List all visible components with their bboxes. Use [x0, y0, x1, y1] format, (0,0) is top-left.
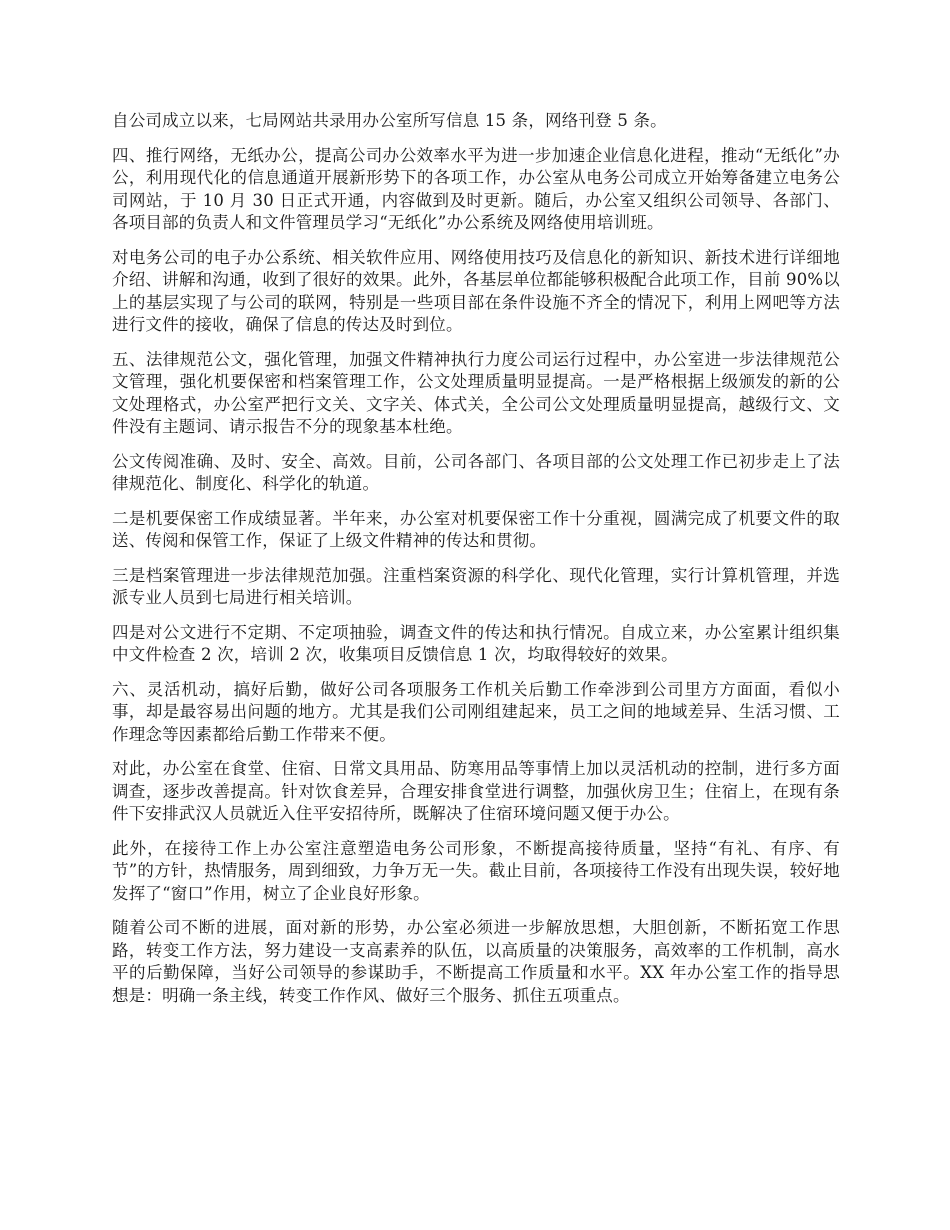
paragraph-1: 自公司成立以来，七局网站共录用办公室所写信息 15 条，网络刊登 5 条。 [112, 111, 667, 130]
paragraph-11: 此外，在接待工作上办公室注意塑造电务公司形象，不断提高接待质量，坚持“有礼、有序、有节”的方针，热情服务，周到细致，力争万无一失。截止目前，各项接待工作没有出现失误，较好地发挥了“窗口”作用，树立了企业良好形象。 [112, 838, 840, 903]
paragraph-6: 二是机要保密工作成绩显著。半年来，办公室对机要保密工作十分重视，圆满完成了机要文件的取送、传阅和保管工作，保证了上级文件精神的传达和贯彻。 [112, 508, 840, 550]
paragraph-7: 三是档案管理进一步法律规范加强。注重档案资源的科学化、现代化管理，实行计算机管理，并选派专业人员到七局进行相关培训。 [112, 565, 840, 607]
paragraph-3: 对电务公司的电子办公系统、相关软件应用、网络使用技巧及信息化的新知识、新技术进行详细地介绍、讲解和沟通，收到了很好的效果。此外，各基层单位都能够积极配合此项工作，目前 90%以上的基层实现了与公司的联网，特别是一些项目部在条件设施不齐全的情况下，利用上网吧等方法进行文件的接收，确保了信息的传达及时到位。 [112, 247, 840, 334]
paragraph-2: 四、推行网络，无纸办公，提高公司办公效率水平为进一步加速企业信息化进程，推动“无纸化”办公，利用现代化的信息通道开展新形势下的各项工作，办公室从电务公司成立开始筹备建立电务公司网站，于 10 月 30 日正式开通，内容做到及时更新。随后，办公室又组织公司领导、各部门、各项目部的负责人和文件管理员学习“无纸化”办公系统及网络使用培训班。 [112, 145, 840, 232]
paragraph-12: 随着公司不断的进展，面对新的形势，办公室必须进一步解放思想，大胆创新，不断拓宽工作思路，转变工作方法，努力建设一支高素养的队伍，以高质量的决策服务，高效率的工作机制，高水平的后勤保障，当好公司领导的参谋助手，不断提高工作质量和水平。XX 年办公室工作的指导思想是：明确一条主线，转变工作作风、做好三个服务、抓住五项重点。 [112, 918, 840, 1005]
paragraph-8: 四是对公文进行不定期、不定项抽验，调查文件的传达和执行情况。自成立来，办公室累计组织集中文件检查 2 次，培训 2 次，收集项目反馈信息 1 次，均取得较好的效果。 [112, 622, 840, 664]
paragraph-4: 五、法律规范公文，强化管理，加强文件精神执行力度公司运行过程中，办公室进一步法律规范公文管理，强化机要保密和档案管理工作，公文处理质量明显提高。一是严格根据上级颁发的新的公文处理格式，办公室严把行文关、文字关、体式关，全公司公文处理质量明显提高，越级行文、文件没有主题词、请示报告不分的现象基本杜绝。 [112, 349, 840, 436]
paragraph-5: 公文传阅准确、及时、安全、高效。目前，公司各部门、各项目部的公文处理工作已初步走上了法律规范化、制度化、科学化的轨道。 [112, 451, 840, 493]
paragraph-9: 六、灵活机动，搞好后勤，做好公司各项服务工作机关后勤工作牵涉到公司里方方面面，看似小事，却是最容易出问题的地方。尤其是我们公司刚组建起来，员工之间的地域差异、生活习惯、工作理念等因素都给后勤工作带来不便。 [112, 679, 840, 744]
document-page [112, 110, 840, 1019]
paragraph-10: 对此，办公室在食堂、住宿、日常文具用品、防寒用品等事情上加以灵活机动的控制，进行多方面调查，逐步改善提高。针对饮食差异，合理安排食堂进行调整，加强伙房卫生；住宿上，在现有条件下安排武汉人员就近入住平安招待所，既解决了住宿环境问题又便于办公。 [112, 759, 840, 823]
